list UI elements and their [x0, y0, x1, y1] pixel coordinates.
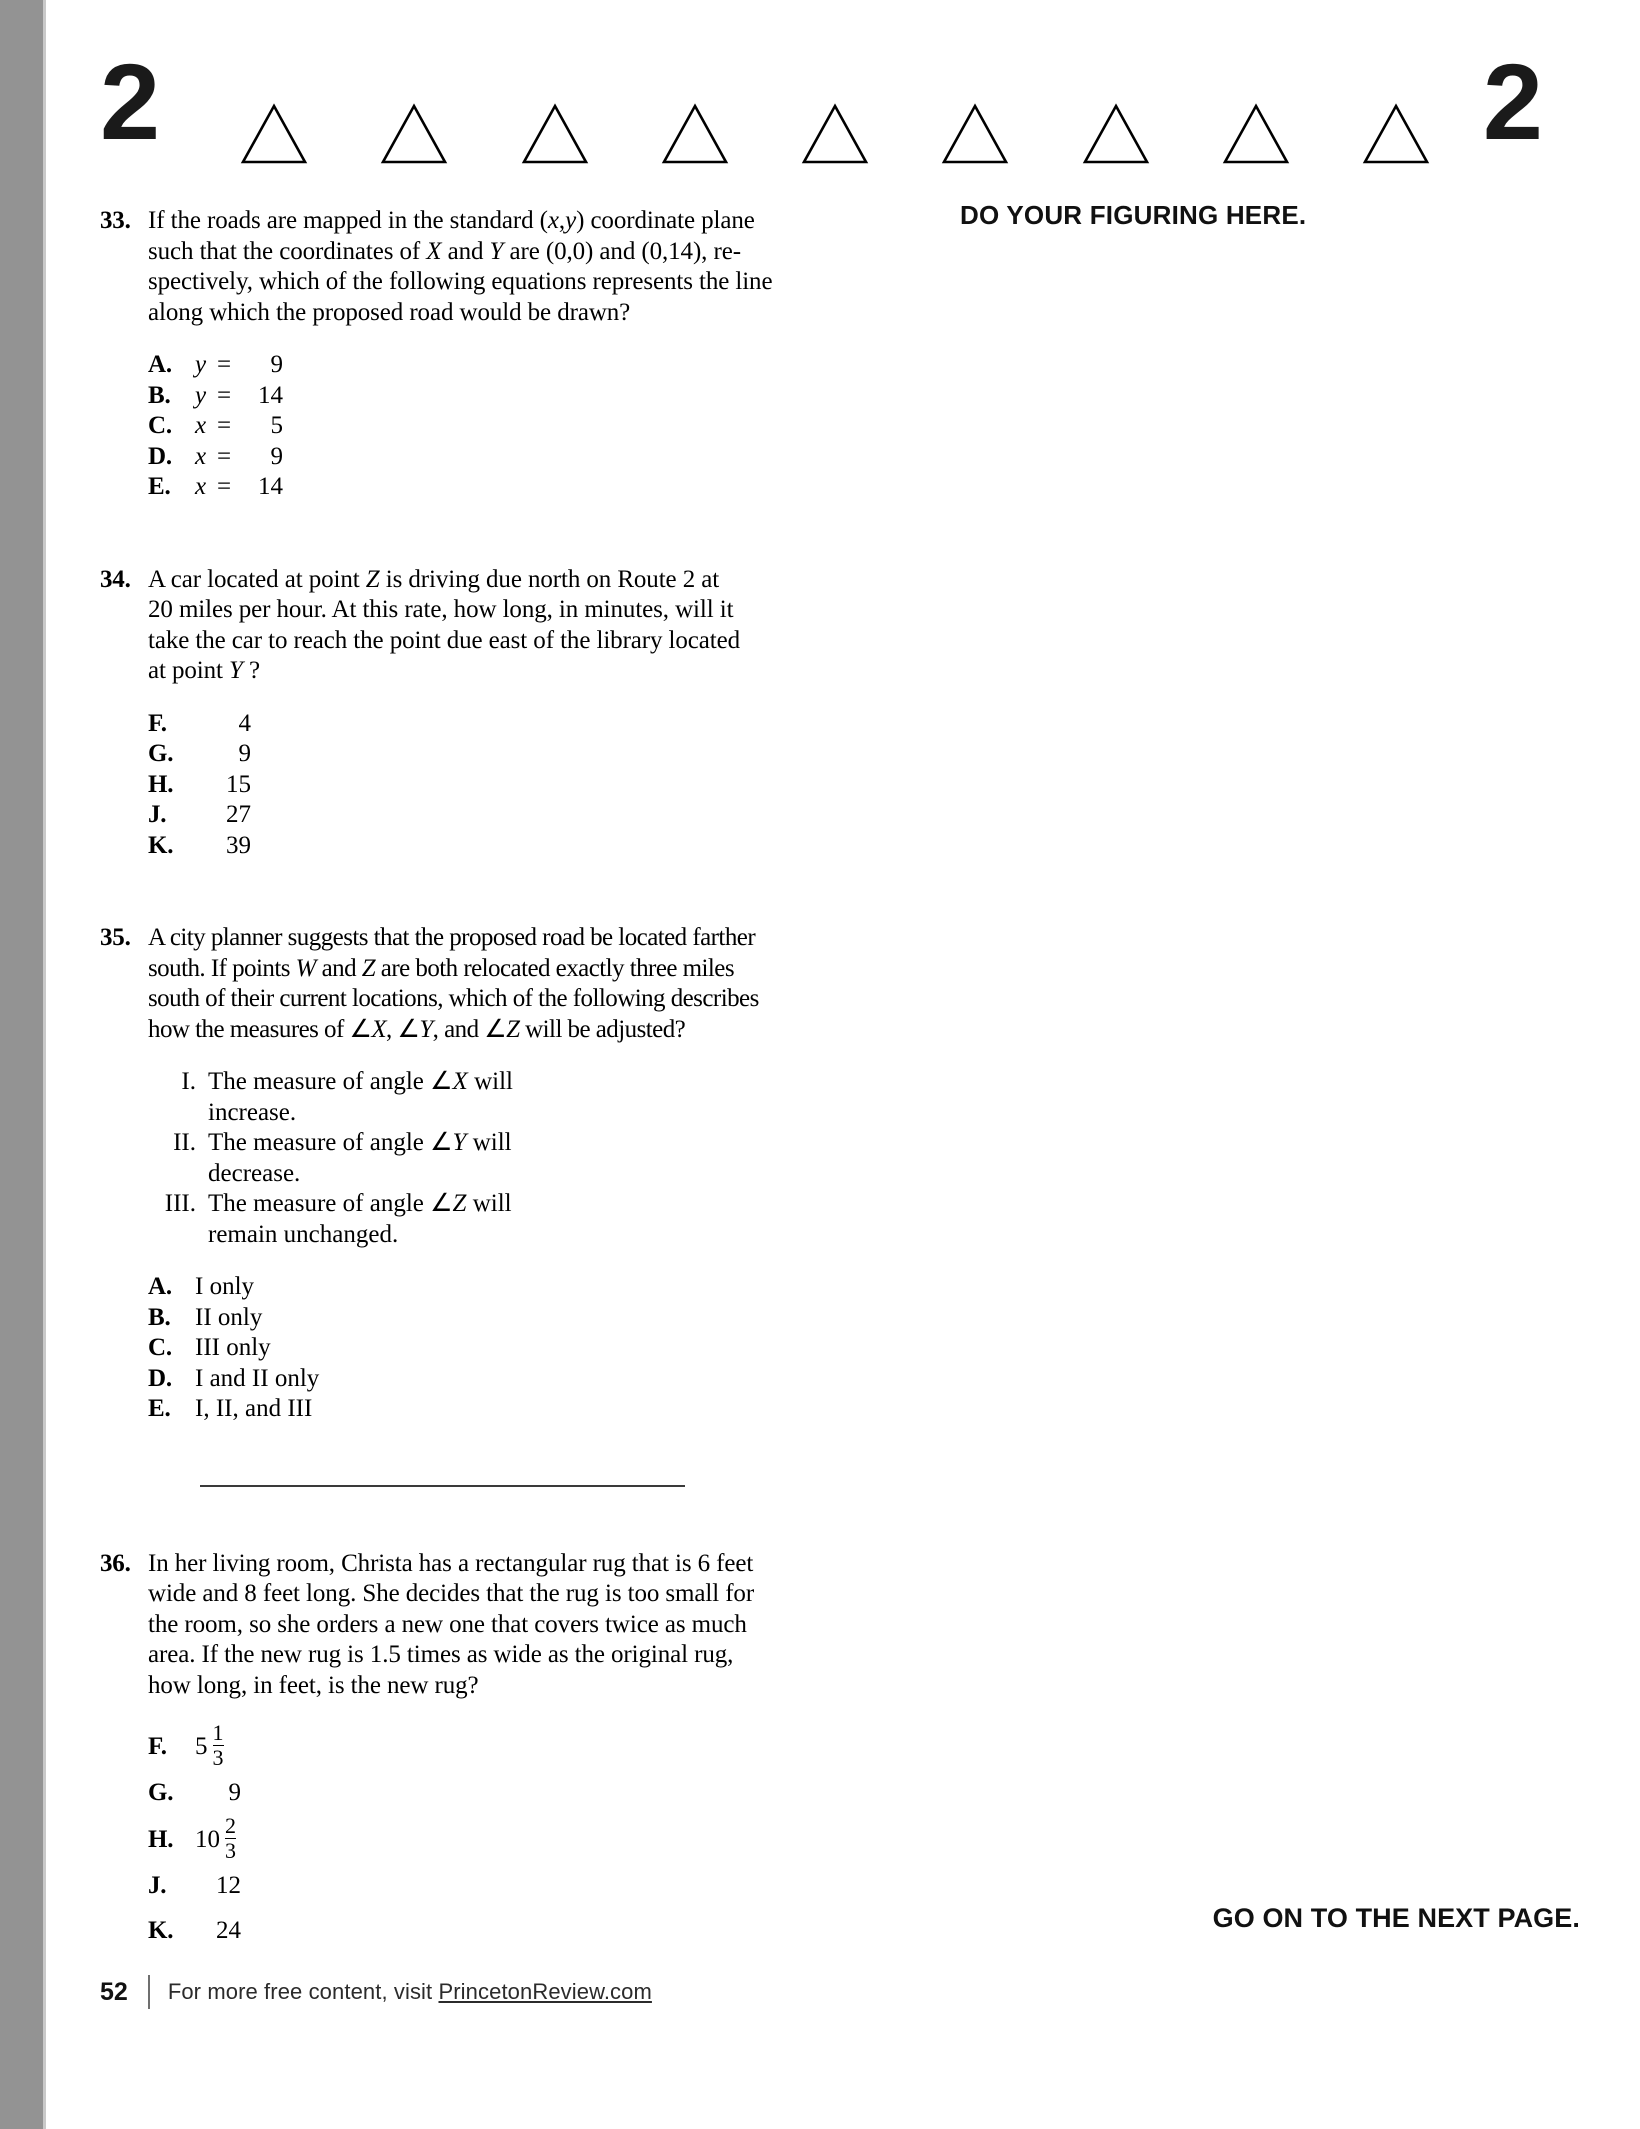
triangle-outline-icon [801, 103, 869, 165]
answer-choice[interactable] [148, 1333, 790, 1364]
choice-value: 27 [226, 801, 251, 828]
choice-variable: x [195, 412, 207, 439]
choice-variable: y [195, 351, 207, 378]
choice-value: 14 [258, 381, 283, 409]
question-33 [100, 206, 790, 503]
choice-letter: C. [148, 412, 172, 439]
question-line: at point Y ? [148, 657, 261, 684]
question-line: 20 miles per hour. At this rate, how long, in minutes, will it [148, 596, 734, 623]
section-number-left: 2 [100, 41, 158, 162]
choice-letter: G. [148, 740, 174, 767]
page-footer [100, 1975, 1000, 2009]
choice-text [195, 800, 790, 831]
question-35 [100, 923, 790, 1425]
answer-choice[interactable] [148, 709, 790, 740]
choice-letter: K. [148, 1917, 174, 1944]
choice-text [195, 1916, 790, 1947]
choice-variable: y [195, 381, 207, 409]
roman-numeral-statements [160, 1067, 790, 1250]
fraction [213, 1722, 224, 1770]
roman-numeral: III. [164, 1190, 196, 1217]
choice-text [195, 1778, 790, 1809]
question-line: A city planner suggests that the proposed road be located farther [148, 924, 756, 951]
choice-letter: J. [148, 801, 167, 828]
question-line: the room, so she orders a new one that covers twice as much [148, 1610, 747, 1638]
page-gutter-strip [0, 0, 43, 2129]
choice-variable: x [195, 473, 207, 500]
answer-choices [148, 709, 790, 862]
triangle-outline-icon [521, 103, 589, 165]
choice-text [195, 411, 790, 442]
choice-operator: = [217, 381, 232, 409]
mixed-number [195, 1720, 224, 1771]
question-line: such that the coordinates of X and Y are (0,0) and (0,14), re- [148, 237, 741, 265]
fraction-denominator: 3 [212, 1745, 224, 1771]
choice-value: 39 [226, 831, 251, 859]
answer-choices [148, 1272, 790, 1425]
answer-choice[interactable] [148, 381, 790, 412]
choice-text: I and II only [195, 1364, 320, 1392]
fraction-denominator: 3 [225, 1838, 236, 1864]
roman-statement-text [208, 1128, 790, 1189]
answer-choice[interactable] [148, 411, 790, 442]
question-line: how long, in feet, is the new rug? [148, 1671, 479, 1699]
answer-choices [148, 350, 790, 503]
choice-operator: = [217, 473, 232, 500]
choice-text [195, 1720, 790, 1771]
answer-choice[interactable] [148, 800, 790, 831]
choice-letter: E. [148, 473, 171, 500]
choice-letter: B. [148, 1303, 171, 1331]
answer-choice[interactable] [148, 1812, 790, 1864]
roman-line-1: The measure of angle ∠Y will [208, 1129, 512, 1156]
choice-letter: C. [148, 1334, 172, 1361]
choice-text [195, 831, 790, 862]
choice-text: I only [195, 1273, 255, 1300]
choice-text [195, 709, 790, 740]
question-number: 33. [100, 207, 131, 234]
choice-value: 9 [238, 740, 251, 767]
whole-part: 10 [195, 1825, 220, 1853]
roman-line-1: The measure of angle ∠X will [208, 1068, 513, 1095]
question-number: 35. [100, 924, 131, 951]
choice-text [195, 381, 790, 412]
choice-text: II only [195, 1303, 263, 1331]
question-text [148, 206, 790, 328]
choice-text: I, II, and III [195, 1395, 313, 1422]
answer-choice[interactable] [148, 1394, 790, 1425]
answer-choice[interactable] [148, 1303, 790, 1334]
roman-statement-text [208, 1067, 790, 1128]
choice-value: 15 [226, 770, 251, 798]
choice-value: 24 [216, 1917, 241, 1944]
question-number: 34. [100, 565, 131, 593]
fraction-numerator: 1 [212, 1720, 224, 1745]
page-gutter-edge [43, 0, 46, 2129]
question-line: If the roads are mapped in the standard (x,y) coordinate plane [148, 207, 755, 234]
roman-numeral: I. [181, 1068, 196, 1095]
choice-value: 12 [216, 1872, 241, 1899]
page-number: 52 [100, 1977, 128, 2006]
questions-column [100, 200, 790, 1954]
choice-text [195, 770, 790, 801]
choice-value: 14 [258, 473, 283, 500]
choice-value: 4 [238, 709, 251, 737]
question-line: wide and 8 feet long. She decides that the rug is too small for [148, 1580, 755, 1607]
question-line: In her living room, Christa has a rectangular rug that is 6 feet [148, 1549, 754, 1577]
choice-value: 9 [270, 442, 283, 470]
choice-operator: = [217, 351, 232, 378]
choice-letter: E. [148, 1395, 171, 1422]
triangle-outline-icon [1362, 103, 1430, 165]
answer-choice[interactable] [148, 472, 790, 503]
section-header [100, 41, 1540, 165]
choice-text [195, 442, 790, 473]
fraction [225, 1812, 236, 1864]
roman-statement-text [208, 1189, 790, 1250]
answer-choice[interactable] [148, 442, 790, 473]
answer-choice[interactable] [148, 1272, 790, 1303]
section-number-right: 2 [1482, 41, 1540, 162]
figuring-heading: DO YOUR FIGURING HERE. [960, 200, 1307, 230]
choice-operator: = [217, 442, 232, 470]
choice-letter: J. [148, 1872, 167, 1899]
roman-line-1: The measure of angle ∠Z will [208, 1190, 512, 1217]
choice-letter: K. [148, 831, 174, 859]
answer-choice[interactable] [148, 1364, 790, 1395]
whole-part: 5 [195, 1732, 208, 1760]
question-text [148, 923, 790, 1045]
question-36 [100, 1549, 790, 1954]
triangle-outline-icon [380, 103, 448, 165]
go-on-notice: GO ON TO THE NEXT PAGE. [1212, 1903, 1580, 1933]
answer-choice[interactable] [148, 1771, 790, 1816]
triangle-outline-icon [661, 103, 729, 165]
roman-line-2: increase. [208, 1098, 297, 1126]
answer-choice[interactable] [148, 770, 790, 801]
choice-letter: F. [148, 1732, 167, 1760]
choice-letter: F. [148, 709, 167, 737]
question-line: how the measures of ∠X, ∠Y, and ∠Z will be adjusted? [148, 1015, 686, 1043]
choice-letter: G. [148, 1779, 174, 1807]
answer-choice[interactable] [148, 1909, 790, 1954]
choice-value: 9 [270, 351, 283, 378]
answer-choice[interactable] [148, 1720, 790, 1771]
choice-letter: A. [148, 1273, 172, 1300]
choice-letter: D. [148, 1364, 172, 1392]
roman-line-2: remain unchanged. [208, 1220, 399, 1248]
choice-letter: A. [148, 351, 172, 378]
fraction-numerator: 2 [225, 1812, 236, 1838]
choice-text [195, 472, 790, 503]
answer-choice[interactable] [148, 1864, 790, 1909]
footer-divider [148, 1975, 150, 2009]
choice-value: 5 [270, 412, 283, 439]
triangle-rule [240, 100, 1430, 165]
roman-statement [160, 1067, 790, 1128]
answer-choices [148, 1720, 790, 1954]
choice-operator: = [217, 412, 232, 439]
triangle-outline-icon [240, 103, 308, 165]
choice-variable: x [195, 442, 207, 470]
answer-choice[interactable] [148, 831, 790, 862]
footer-promo [168, 1979, 652, 2005]
question-line: along which the proposed road would be drawn? [148, 298, 631, 326]
question-line: south. If points W and Z are both relocated exactly three miles [148, 954, 735, 982]
question-number: 36. [100, 1549, 131, 1577]
triangle-outline-icon [941, 103, 1009, 165]
answer-choice[interactable] [148, 739, 790, 770]
question-line: area. If the new rug is 1.5 times as wide as the original rug, [148, 1641, 734, 1668]
choice-letter: H. [148, 770, 174, 798]
choice-text [195, 739, 790, 770]
choice-text [195, 350, 790, 381]
choice-text [195, 1871, 790, 1902]
choice-text [195, 1812, 790, 1864]
question-34 [100, 565, 790, 862]
question-text [148, 1549, 790, 1702]
choice-letter: D. [148, 442, 172, 470]
question-line: take the car to reach the point due east of the library located [148, 626, 741, 654]
choice-letter: H. [148, 1825, 174, 1853]
footer-promo-text: For more free content, visit [167, 1979, 439, 2004]
question-line: A car located at point Z is driving due north on Route 2 at [148, 565, 720, 593]
figuring-column [960, 200, 1580, 231]
question-line: south of their current locations, which of the following describes [148, 985, 759, 1012]
question-line: spectively, which of the following equations represents the line [148, 268, 773, 295]
roman-statement [160, 1189, 790, 1250]
roman-line-2: decrease. [208, 1159, 301, 1187]
triangle-outline-icon [1082, 103, 1150, 165]
triangle-outline-icon [1222, 103, 1290, 165]
roman-statement [160, 1128, 790, 1189]
question-text [148, 565, 790, 687]
passage-separator-rule [200, 1485, 685, 1487]
choice-value: 9 [228, 1779, 241, 1807]
mixed-number [195, 1812, 236, 1864]
footer-promo-link[interactable]: PrincetonReview.com [438, 1979, 652, 2004]
answer-choice[interactable] [148, 350, 790, 381]
roman-numeral: II. [173, 1129, 196, 1156]
choice-letter: B. [148, 381, 171, 409]
choice-text: III only [195, 1334, 271, 1361]
